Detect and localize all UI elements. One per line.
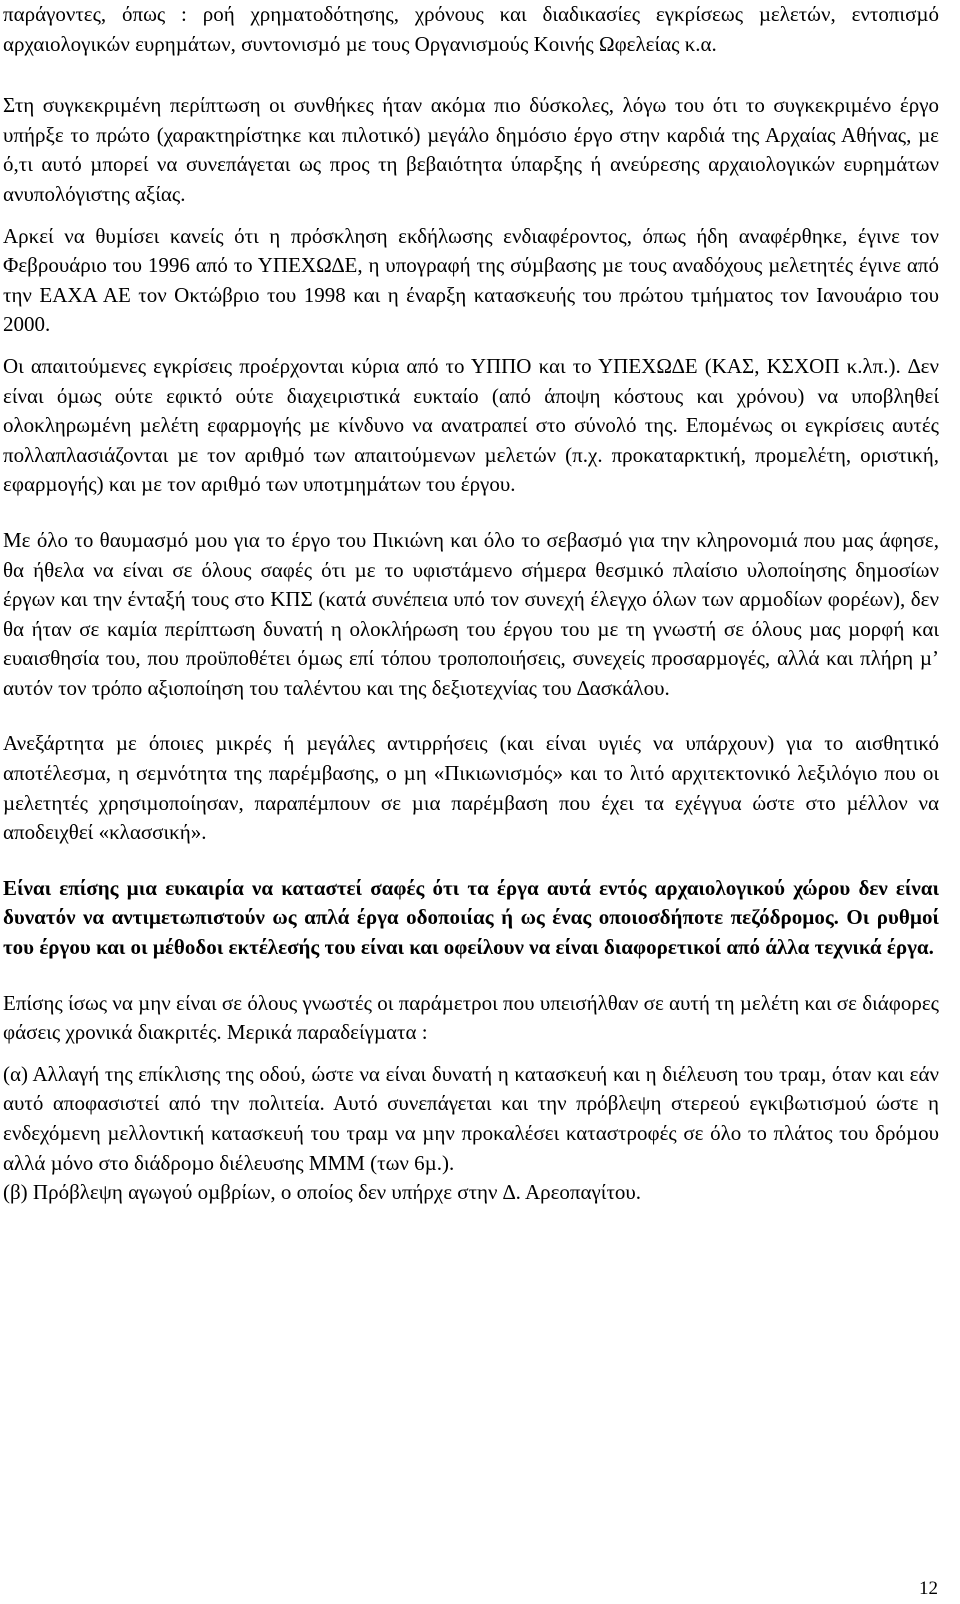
paragraph-example-b: (β) Πρόβλεψη αγωγού οµβρίων, ο οποίος δεν υπήρχε στην ∆. Αρεοπαγίτου. <box>3 1180 642 1205</box>
paragraph-aesthetics: Ανεξάρτητα µε όποιες µικρές ή µεγάλες αντιρρήσεις (και είναι υγιές να υπάρχουν) για το αισθητικό αποτέλεσµα, η σεµνότητα της παρέµβασης, ο µη «Πικιωνισµός» και το λιτό αρχιτεκτονικό λεξιλόγιο που οι µελετητές χρησιµοποίησαν, παραπέµπουν σε µια παρέµβαση που έχει τα εχέγγυα ώστε στο µέλλον να αποδειχθεί «κλασσική». <box>3 731 939 845</box>
paragraph-factors: παράγοντες, όπως : ροή χρηµατοδότησης, χρόνους και διαδικασίες εγκρίσεως µελετών, εντοπισµό αρχαιολογικών ευρηµάτων, συντονισµό µε τους Οργανισµούς Κοινής Ωφελείας κ.α. <box>3 2 939 56</box>
paragraph-pikionis: Με όλο το θαυµασµό µου για το έργο του Πικιώνη και όλο το σεβασµό για την κληρονοµιά που µας άφησε, θα ήθελα να είναι σε όλους σαφές ότι µε το υφιστάµενο σήµερα θεσµικό πλαίσιο υλοποίησης δηµοσίων έργων και την ένταξή τους στο ΚΠΣ (κατά συνέπεια υπό τον συνεχή έλεγχο όλων των αρµοδίων φορέων), δεν θα ήταν σε καµία περίπτωση δυνατή η ολοκλήρωση του έργου του µε τη γνωστή σε όλους µας µορφή και ευαισθησία του, που προϋποθέτει όµως επί τόπου τροποποιήσεις, συνεχείς προσαρµογές, αλλά και πλήρη µ’ αυτόν τον τρόπο αξιοποίηση του ταλέντου και της δεξιοτεχνίας του ∆ασκάλου. <box>3 527 939 700</box>
paragraph-example-a: (α) Αλλαγή της επίκλισης της οδού, ώστε να είναι δυνατή η κατασκευή και η διέλευση του τραµ, όταν και εάν αυτό αποφασιστεί από την πολιτεία. Αυτό συνεπάγεται και την πρόβλεψη στερεού εγκιβωτισµού ώστε η ενδεχόµενη µελλοντική κατασκευή του τραµ να µην προκαλέσει καταστροφές σε όλο το πλάτος του δρόµου αλλά µόνο στο διάδροµο διέλευσης ΜΜΜ (των 6µ.). <box>3 1061 939 1175</box>
paragraph-timeline: Αρκεί να θυµίσει κανείς ότι η πρόσκληση εκδήλωσης ενδιαφέροντος, όπως ήδη αναφέρθηκε, έγινε τον Φεβρουάριο του 1996 από το ΥΠΕΧΩ∆Ε, η υπογραφή της σύµβασης µε τους αναδόχους µελετητές έγινε από την ΕΑΧΑ ΑΕ τον Οκτώβριο του 1998 και η έναρξη κατασκευής του πρώτου τµήµατος τον Ιανουάριο του 2000. <box>3 223 939 337</box>
document-page <box>3 0 939 1208</box>
paragraph-approvals: Οι απαιτούµενες εγκρίσεις προέρχονται κύρια από το ΥΠΠΟ και το ΥΠΕΧΩ∆Ε (ΚΑΣ, ΚΣΧΟΠ κ.λπ.). ∆εν είναι όµως ούτε εφικτό ούτε διαχειριστικά ευκταίο (από άποψη κόστους και χρόνου) να υποβληθεί ολοκληρωµένη µελέτη εφαρµογής µε κίνδυνο να ανατραπεί στο σύνολό της. Εποµένως οι εγκρίσεις αυτές πολλαπλασιάζονται µε τον αριθµό των απαιτούµενων µελετών (π.χ. προκαταρκτική, προµελέτη, οριστική, εφαρµογής) και µε τον αριθµό των υποτµηµάτων του έργου. <box>3 353 939 497</box>
paragraph-archaeological-works-bold: Είναι επίσης µια ευκαιρία να καταστεί σαφές ότι τα έργα αυτά εντός αρχαιολογικού χώρου δεν είναι δυνατόν να αντιµετωπιστούν ως απλά έργα οδοποιίας ή ως ένας οποιοσδήποτε πεζόδροµος. Οι ρυθµοί του έργου και οι µέθοδοι εκτέλεσής του είναι και οφείλουν να είναι διαφορετικοί από άλλα τεχνικά έργα. <box>3 875 939 960</box>
paragraph-difficult-conditions: Στη συγκεκριµένη περίπτωση οι συνθήκες ήταν ακόµα πιο δύσκολες, λόγω του ότι το συγκεκριµένο έργο υπήρξε το πρώτο (χαρακτηρίστηκε και πιλοτικό) µεγάλο δηµόσιο έργο στην καρδιά της Αρχαίας Αθήνας, µε ό,τι αυτό µπορεί να συνεπάγεται ως προς τη βεβαιότητα ύπαρξης ή ανεύρεσης αρχαιολογικών ευρηµάτων ανυπολόγιστης αξίας. <box>3 93 939 206</box>
paragraph-parameters-intro: Επίσης ίσως να µην είναι σε όλους γνωστές οι παράµετροι που υπεισήλθαν σε αυτή τη µελέτη και σε διάφορες φάσεις χρονικά διακριτές. Μερικά παραδείγµατα : <box>3 990 939 1045</box>
page-number: 12 <box>919 1578 938 1599</box>
